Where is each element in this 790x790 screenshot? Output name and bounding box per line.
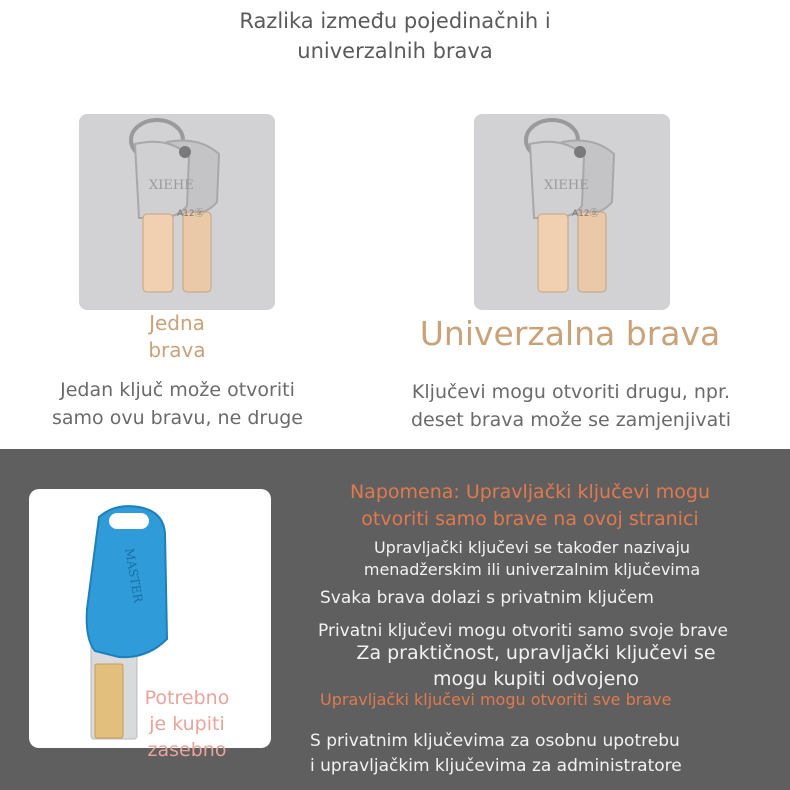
single-desc-line-2: samo ovu bravu, ne druge — [52, 407, 303, 429]
universal-lock-label: Univerzalna brava — [419, 314, 721, 353]
single-lock-description — [20, 376, 335, 432]
key-pair-icon — [474, 114, 670, 310]
universal-lock-key-image — [474, 114, 670, 310]
universal-lock-description — [382, 378, 760, 434]
master-brand-text: MASTER — [122, 547, 146, 604]
private-open-text: Privatni ključevi mogu otvoriti samo svoje brave — [318, 621, 728, 641]
master-key-caption — [119, 685, 255, 763]
aka-line-2: menadžerskim ili univerzalnim ključevima — [363, 560, 701, 579]
aka-line-1: Upravljački ključevi se također nazivaju — [373, 538, 691, 557]
single-label-line-1: Jedna — [149, 311, 205, 335]
single-lock-label — [117, 310, 237, 364]
single-desc-line-1: Jedan ključ može otvoriti — [60, 379, 295, 401]
master-key-aka-text — [312, 537, 752, 581]
universal-desc-line-1: Ključevi mogu otvoriti drugu, npr. — [411, 381, 731, 403]
key-pair-icon — [79, 114, 275, 310]
caption-line-2: je kupiti — [149, 713, 225, 735]
master-open-text: Upravljački ključevi mogu otvoriti sve brave — [320, 690, 672, 709]
title-line-1: Razlika između pojedinačnih i — [239, 9, 551, 33]
note-text — [300, 479, 760, 533]
usage-text — [310, 729, 770, 779]
buy-line-2: mogu kupiti odvojeno — [432, 668, 640, 690]
key-brand-text: XIEHE — [544, 178, 589, 193]
usage-line-2: i upravljačkim ključevima za administratore — [310, 756, 682, 776]
note-line-2: otvoriti samo brave na ovoj stranici — [361, 508, 699, 530]
caption-line-3: zasebno — [147, 739, 227, 761]
key-brand-text: XIEHE — [149, 178, 194, 193]
buy-separately-text — [326, 640, 746, 692]
caption-line-1: Potrebno — [144, 687, 230, 709]
title-line-2: univerzalnih brava — [297, 39, 493, 63]
private-key-text: Svaka brava dolazi s privatnim ključem — [320, 588, 654, 608]
single-lock-key-image — [79, 114, 275, 310]
single-label-line-2: brava — [148, 338, 206, 362]
usage-line-1: S privatnim ključevima za osobnu upotrebu — [310, 731, 680, 751]
key-code-text: A12㊎ — [177, 209, 204, 219]
page-title — [0, 6, 790, 66]
universal-desc-line-2: deset brava može se zamjenjivati — [410, 409, 732, 431]
buy-line-1: Za praktičnost, upravljački ključevi se — [356, 642, 716, 664]
key-code-text: A12㊎ — [572, 209, 599, 219]
note-line-1: Napomena: Upravljački ključevi mogu — [349, 481, 711, 503]
